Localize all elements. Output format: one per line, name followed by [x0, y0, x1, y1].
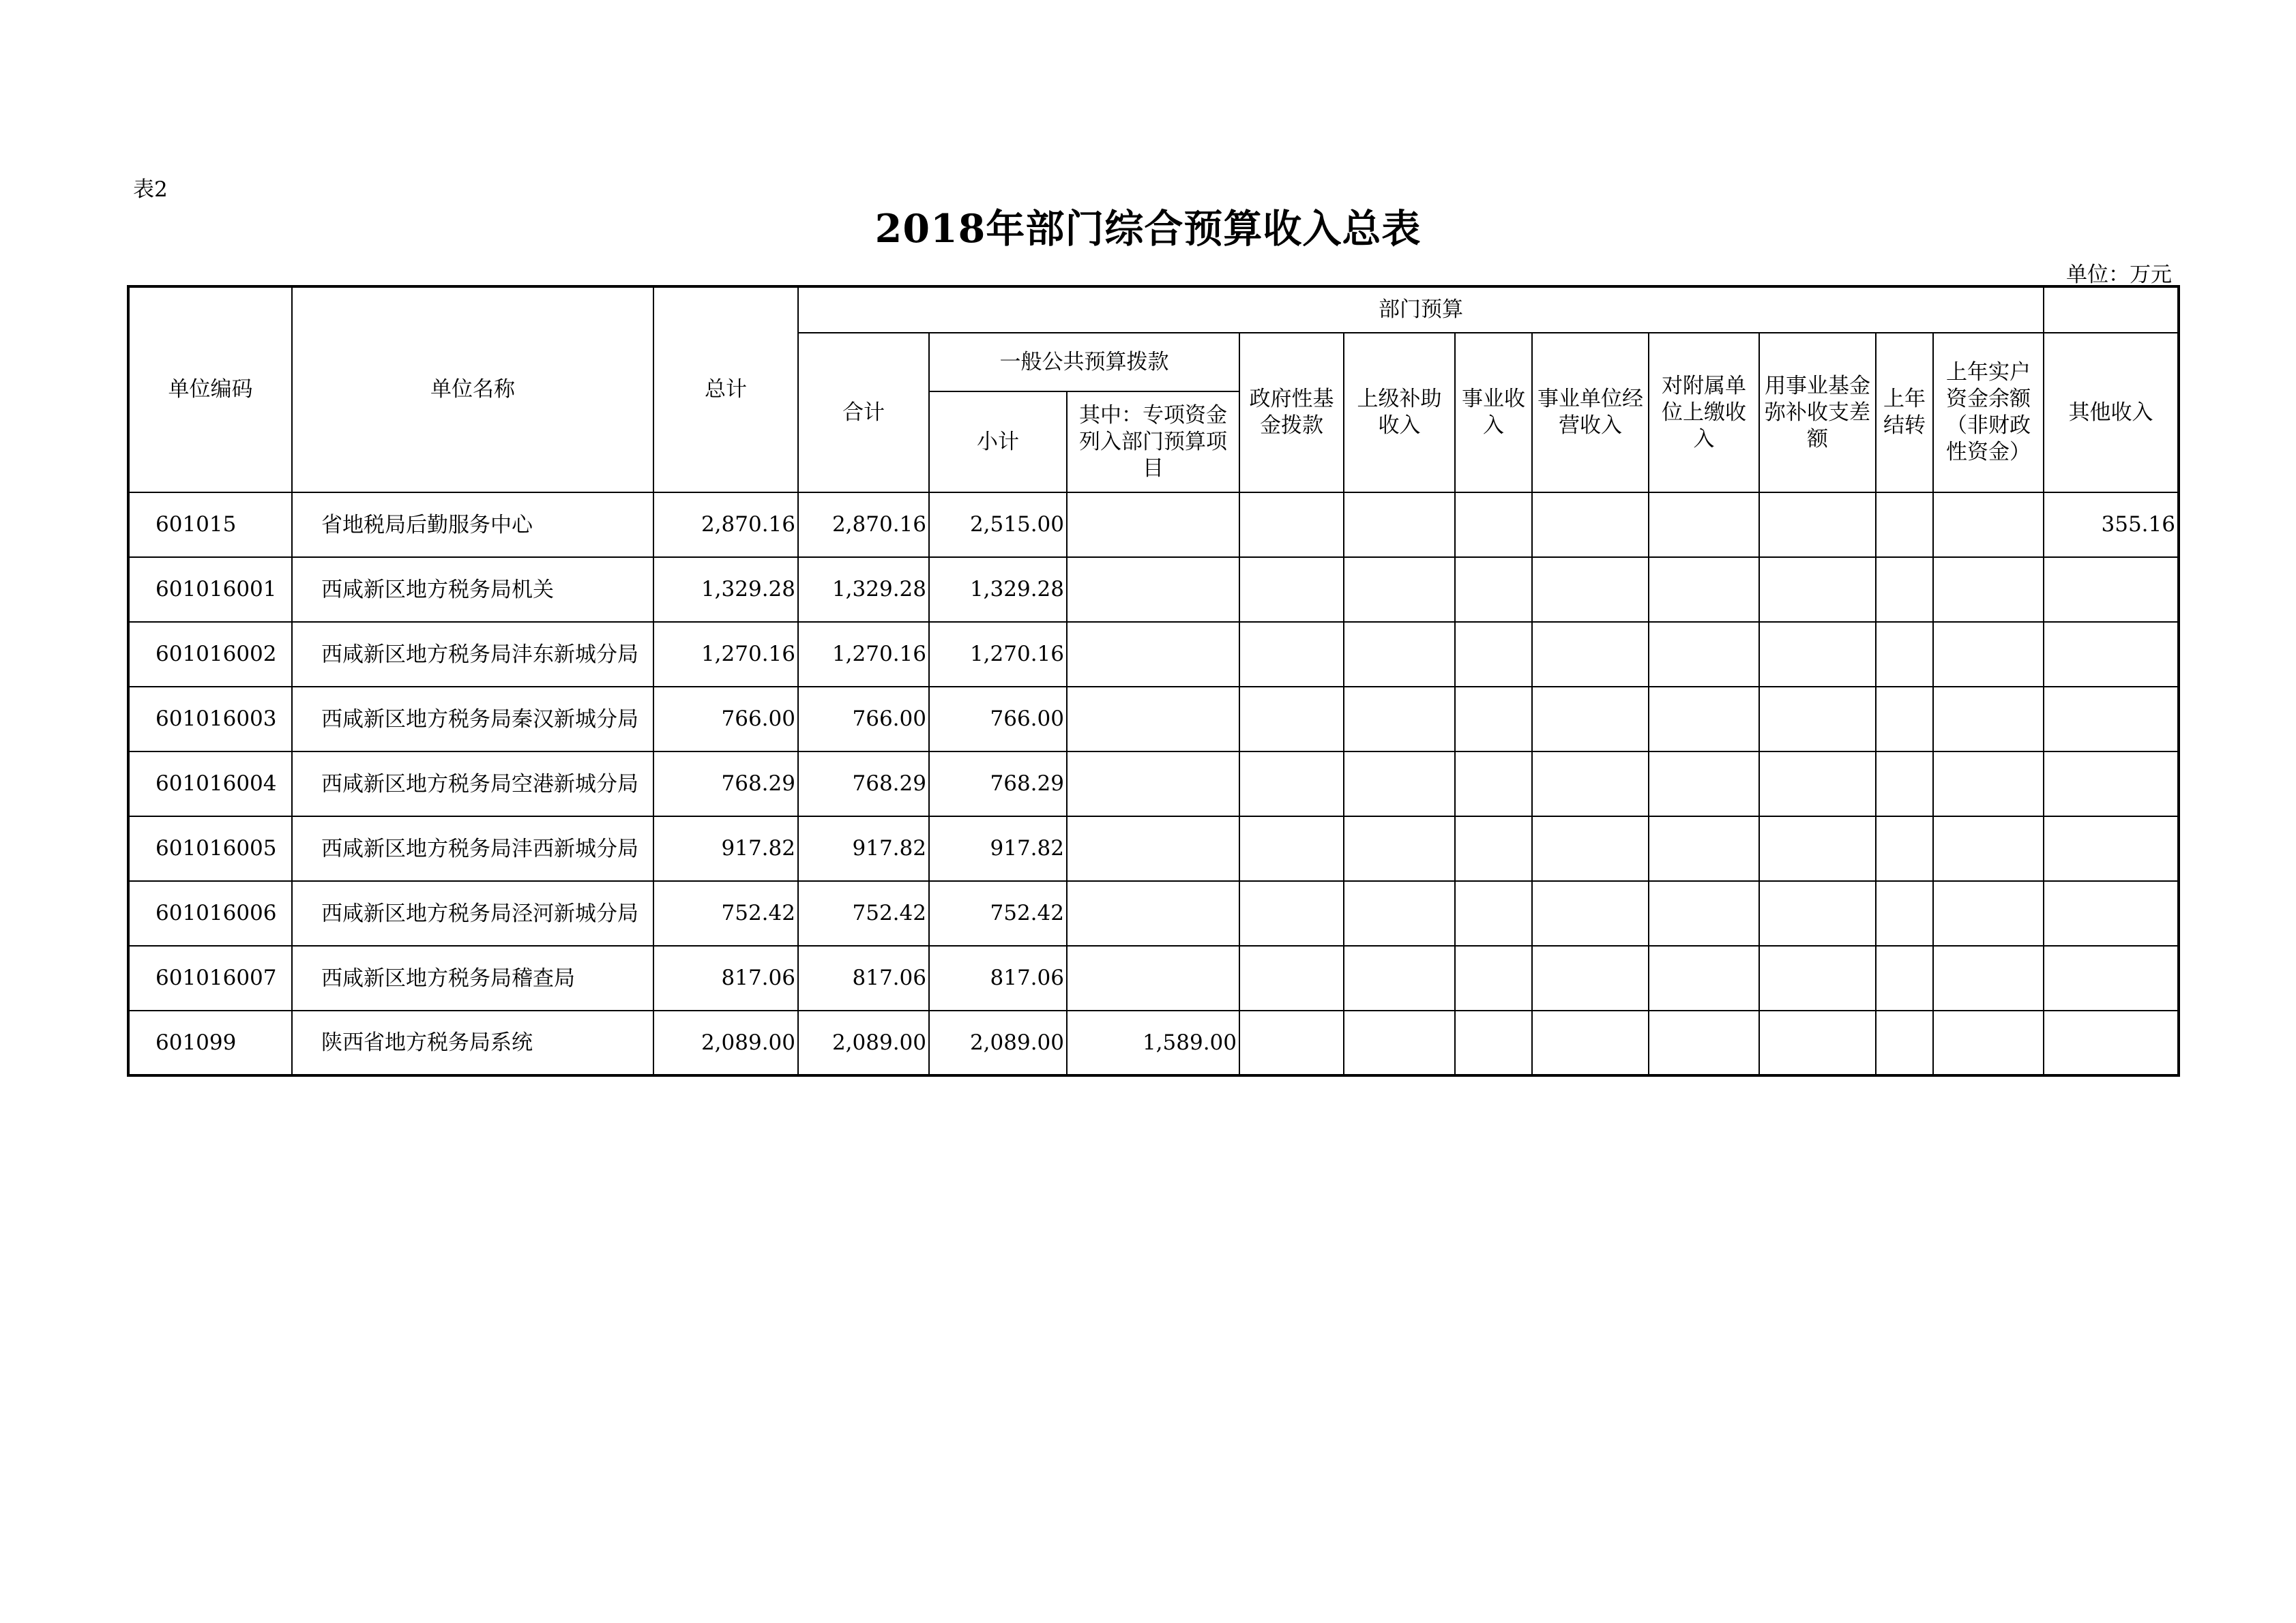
- cell-other: [2044, 946, 2179, 1011]
- cell-business: [1455, 1011, 1532, 1075]
- cell-business: [1455, 881, 1532, 946]
- cell-special: [1067, 492, 1239, 557]
- cell-business: [1455, 492, 1532, 557]
- cell-balance: [1933, 816, 2044, 881]
- cell-affiliated: [1649, 946, 1759, 1011]
- cell-fund-offset: [1759, 881, 1876, 946]
- cell-name: 西咸新区地方税务局稽查局: [292, 946, 653, 1011]
- cell-carryover: [1876, 1011, 1933, 1075]
- cell-code: 601016002: [128, 622, 292, 687]
- table-row: [128, 492, 2179, 557]
- cell-total: 1,329.28: [653, 557, 798, 622]
- cell-gov-fund: [1239, 492, 1344, 557]
- cell-special: [1067, 557, 1239, 622]
- cell-business-op: [1532, 751, 1649, 816]
- cell-name: 西咸新区地方税务局机关: [292, 557, 653, 622]
- cell-carryover: [1876, 881, 1933, 946]
- cell-special: [1067, 946, 1239, 1011]
- cell-fund-offset: [1759, 946, 1876, 1011]
- table-row: [128, 1011, 2179, 1075]
- cell-subtotal: 917.82: [798, 816, 929, 881]
- cell-superior: [1344, 881, 1455, 946]
- cell-total: 752.42: [653, 881, 798, 946]
- cell-name: 省地税局后勤服务中心: [292, 492, 653, 557]
- cell-affiliated: [1649, 1011, 1759, 1075]
- cell-gov-fund: [1239, 751, 1344, 816]
- cell-other: [2044, 751, 2179, 816]
- cell-fund-offset: [1759, 816, 1876, 881]
- cell-balance: [1933, 881, 2044, 946]
- table-header: [128, 286, 2179, 492]
- cell-gov-fund: [1239, 816, 1344, 881]
- cell-fund-offset: [1759, 687, 1876, 751]
- budget-table: [127, 285, 2180, 1077]
- cell-fund-offset: [1759, 751, 1876, 816]
- cell-superior: [1344, 492, 1455, 557]
- cell-small: 768.29: [929, 751, 1067, 816]
- cell-name: 西咸新区地方税务局秦汉新城分局: [292, 687, 653, 751]
- cell-carryover: [1876, 946, 1933, 1011]
- cell-total: 817.06: [653, 946, 798, 1011]
- table-row: [128, 751, 2179, 816]
- cell-balance: [1933, 946, 2044, 1011]
- header-special-funds: 其中：专项资金列入部门预算项目: [1067, 391, 1239, 492]
- cell-balance: [1933, 557, 2044, 622]
- cell-business: [1455, 946, 1532, 1011]
- cell-other: [2044, 557, 2179, 622]
- header-affiliated-payment: 对附属单位上缴收入: [1649, 333, 1759, 492]
- cell-small: 1,329.28: [929, 557, 1067, 622]
- header-small-total: 小计: [929, 391, 1067, 492]
- cell-business-op: [1532, 492, 1649, 557]
- cell-superior: [1344, 946, 1455, 1011]
- cell-balance: [1933, 492, 2044, 557]
- cell-affiliated: [1649, 881, 1759, 946]
- cell-carryover: [1876, 622, 1933, 687]
- cell-gov-fund: [1239, 687, 1344, 751]
- cell-special: 1,589.00: [1067, 1011, 1239, 1075]
- cell-business-op: [1532, 557, 1649, 622]
- cell-superior: [1344, 816, 1455, 881]
- table-row: [128, 557, 2179, 622]
- cell-small: 917.82: [929, 816, 1067, 881]
- cell-business: [1455, 622, 1532, 687]
- header-unit-code: 单位编码: [128, 286, 292, 492]
- cell-code: 601016006: [128, 881, 292, 946]
- table-row: [128, 816, 2179, 881]
- cell-gov-fund: [1239, 946, 1344, 1011]
- table-label: 表2: [133, 177, 168, 202]
- header-business-operating: 事业单位经营收入: [1532, 333, 1649, 492]
- cell-fund-offset: [1759, 557, 1876, 622]
- cell-small: 2,089.00: [929, 1011, 1067, 1075]
- cell-small: 766.00: [929, 687, 1067, 751]
- cell-subtotal: 1,270.16: [798, 622, 929, 687]
- header-dept-budget: 部门预算: [798, 286, 2044, 333]
- cell-superior: [1344, 751, 1455, 816]
- cell-business: [1455, 687, 1532, 751]
- cell-special: [1067, 881, 1239, 946]
- cell-code: 601016007: [128, 946, 292, 1011]
- cell-affiliated: [1649, 687, 1759, 751]
- header-business-income: 事业收入: [1455, 333, 1532, 492]
- cell-small: 1,270.16: [929, 622, 1067, 687]
- cell-code: 601016004: [128, 751, 292, 816]
- cell-business-op: [1532, 687, 1649, 751]
- cell-superior: [1344, 622, 1455, 687]
- header-total: 总计: [653, 286, 798, 492]
- cell-other: [2044, 622, 2179, 687]
- cell-subtotal: 1,329.28: [798, 557, 929, 622]
- header-last-year-balance: 上年实户资金余额（非财政性资金）: [1933, 333, 2044, 492]
- cell-subtotal: 766.00: [798, 687, 929, 751]
- cell-fund-offset: [1759, 622, 1876, 687]
- cell-business-op: [1532, 946, 1649, 1011]
- unit-label: 单位：万元: [2066, 263, 2172, 287]
- cell-gov-fund: [1239, 881, 1344, 946]
- cell-subtotal: 2,089.00: [798, 1011, 929, 1075]
- cell-carryover: [1876, 687, 1933, 751]
- cell-superior: [1344, 557, 1455, 622]
- cell-carryover: [1876, 557, 1933, 622]
- cell-balance: [1933, 687, 2044, 751]
- cell-affiliated: [1649, 622, 1759, 687]
- table-row: [128, 622, 2179, 687]
- cell-code: 601016001: [128, 557, 292, 622]
- cell-other: [2044, 881, 2179, 946]
- cell-carryover: [1876, 492, 1933, 557]
- cell-balance: [1933, 1011, 2044, 1075]
- cell-business-op: [1532, 881, 1649, 946]
- header-gov-fund: 政府性基金拨款: [1239, 333, 1344, 492]
- cell-affiliated: [1649, 816, 1759, 881]
- table-row: [128, 881, 2179, 946]
- cell-gov-fund: [1239, 557, 1344, 622]
- header-other-income: 其他收入: [2044, 333, 2179, 492]
- cell-name: 西咸新区地方税务局空港新城分局: [292, 751, 653, 816]
- cell-total: 2,089.00: [653, 1011, 798, 1075]
- cell-name: 陕西省地方税务局系统: [292, 1011, 653, 1075]
- header-superior-subsidy: 上级补助收入: [1344, 333, 1455, 492]
- cell-name: 西咸新区地方税务局沣西新城分局: [292, 816, 653, 881]
- cell-business: [1455, 751, 1532, 816]
- cell-gov-fund: [1239, 622, 1344, 687]
- cell-business: [1455, 557, 1532, 622]
- header-blank: [2044, 286, 2179, 333]
- page-title: 2018年部门综合预算收入总表: [874, 206, 1422, 252]
- cell-fund-offset: [1759, 1011, 1876, 1075]
- header-general-public: 一般公共预算拨款: [929, 333, 1239, 391]
- cell-special: [1067, 816, 1239, 881]
- cell-balance: [1933, 622, 2044, 687]
- cell-code: 601015: [128, 492, 292, 557]
- header-unit-name: 单位名称: [292, 286, 653, 492]
- cell-carryover: [1876, 751, 1933, 816]
- cell-business-op: [1532, 1011, 1649, 1075]
- cell-affiliated: [1649, 751, 1759, 816]
- cell-total: 768.29: [653, 751, 798, 816]
- cell-superior: [1344, 1011, 1455, 1075]
- table-row: [128, 687, 2179, 751]
- cell-code: 601016005: [128, 816, 292, 881]
- cell-name: 西咸新区地方税务局沣东新城分局: [292, 622, 653, 687]
- cell-subtotal: 768.29: [798, 751, 929, 816]
- cell-special: [1067, 622, 1239, 687]
- cell-subtotal: 2,870.16: [798, 492, 929, 557]
- cell-code: 601016003: [128, 687, 292, 751]
- cell-business-op: [1532, 816, 1649, 881]
- cell-name: 西咸新区地方税务局泾河新城分局: [292, 881, 653, 946]
- cell-subtotal: 817.06: [798, 946, 929, 1011]
- cell-total: 766.00: [653, 687, 798, 751]
- cell-other: 355.16: [2044, 492, 2179, 557]
- cell-business-op: [1532, 622, 1649, 687]
- header-last-year-carryover: 上年结转: [1876, 333, 1933, 492]
- cell-other: [2044, 1011, 2179, 1075]
- cell-total: 1,270.16: [653, 622, 798, 687]
- cell-affiliated: [1649, 557, 1759, 622]
- cell-other: [2044, 687, 2179, 751]
- cell-gov-fund: [1239, 1011, 1344, 1075]
- cell-carryover: [1876, 816, 1933, 881]
- table-row: [128, 946, 2179, 1011]
- cell-code: 601099: [128, 1011, 292, 1075]
- cell-fund-offset: [1759, 492, 1876, 557]
- cell-superior: [1344, 687, 1455, 751]
- header-subtotal-all: 合计: [798, 333, 929, 492]
- cell-small: 752.42: [929, 881, 1067, 946]
- cell-affiliated: [1649, 492, 1759, 557]
- cell-other: [2044, 816, 2179, 881]
- cell-special: [1067, 751, 1239, 816]
- cell-small: 817.06: [929, 946, 1067, 1011]
- cell-total: 2,870.16: [653, 492, 798, 557]
- cell-total: 917.82: [653, 816, 798, 881]
- cell-subtotal: 752.42: [798, 881, 929, 946]
- header-business-fund-offset: 用事业基金弥补收支差额: [1759, 333, 1876, 492]
- cell-small: 2,515.00: [929, 492, 1067, 557]
- cell-special: [1067, 687, 1239, 751]
- cell-balance: [1933, 751, 2044, 816]
- cell-business: [1455, 816, 1532, 881]
